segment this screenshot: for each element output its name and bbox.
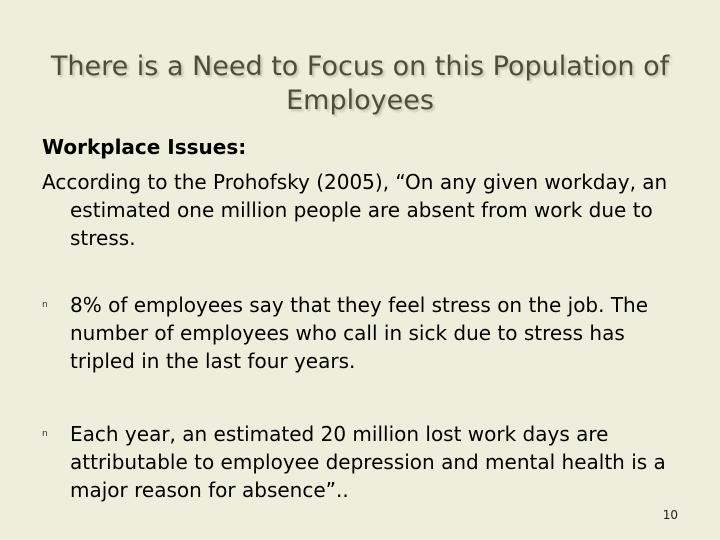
bullet-item [42, 420, 692, 504]
bullet-marker: n [42, 429, 48, 439]
bullet-marker: n [42, 300, 48, 310]
intro-paragraph: According to the Prohofsky (2005), “On any given workday, an estimated one million people are absent from work due to stress. [42, 170, 668, 250]
section-heading: Workplace Issues: [42, 135, 247, 159]
bullet-text: Each year, an estimated 20 million lost work days are attributable to employee depression and mental health is a major reason for absence”.. [70, 422, 666, 502]
slide-title: There is a Need to Focus on this Population of Employees [50, 51, 670, 116]
bullet-item [42, 291, 692, 375]
bullet-text: 8% of employees say that they feel stress on the job. The number of employees who call in sick due to stress has tripled in the last four years. [70, 293, 649, 373]
page-number: 10 [662, 508, 678, 522]
